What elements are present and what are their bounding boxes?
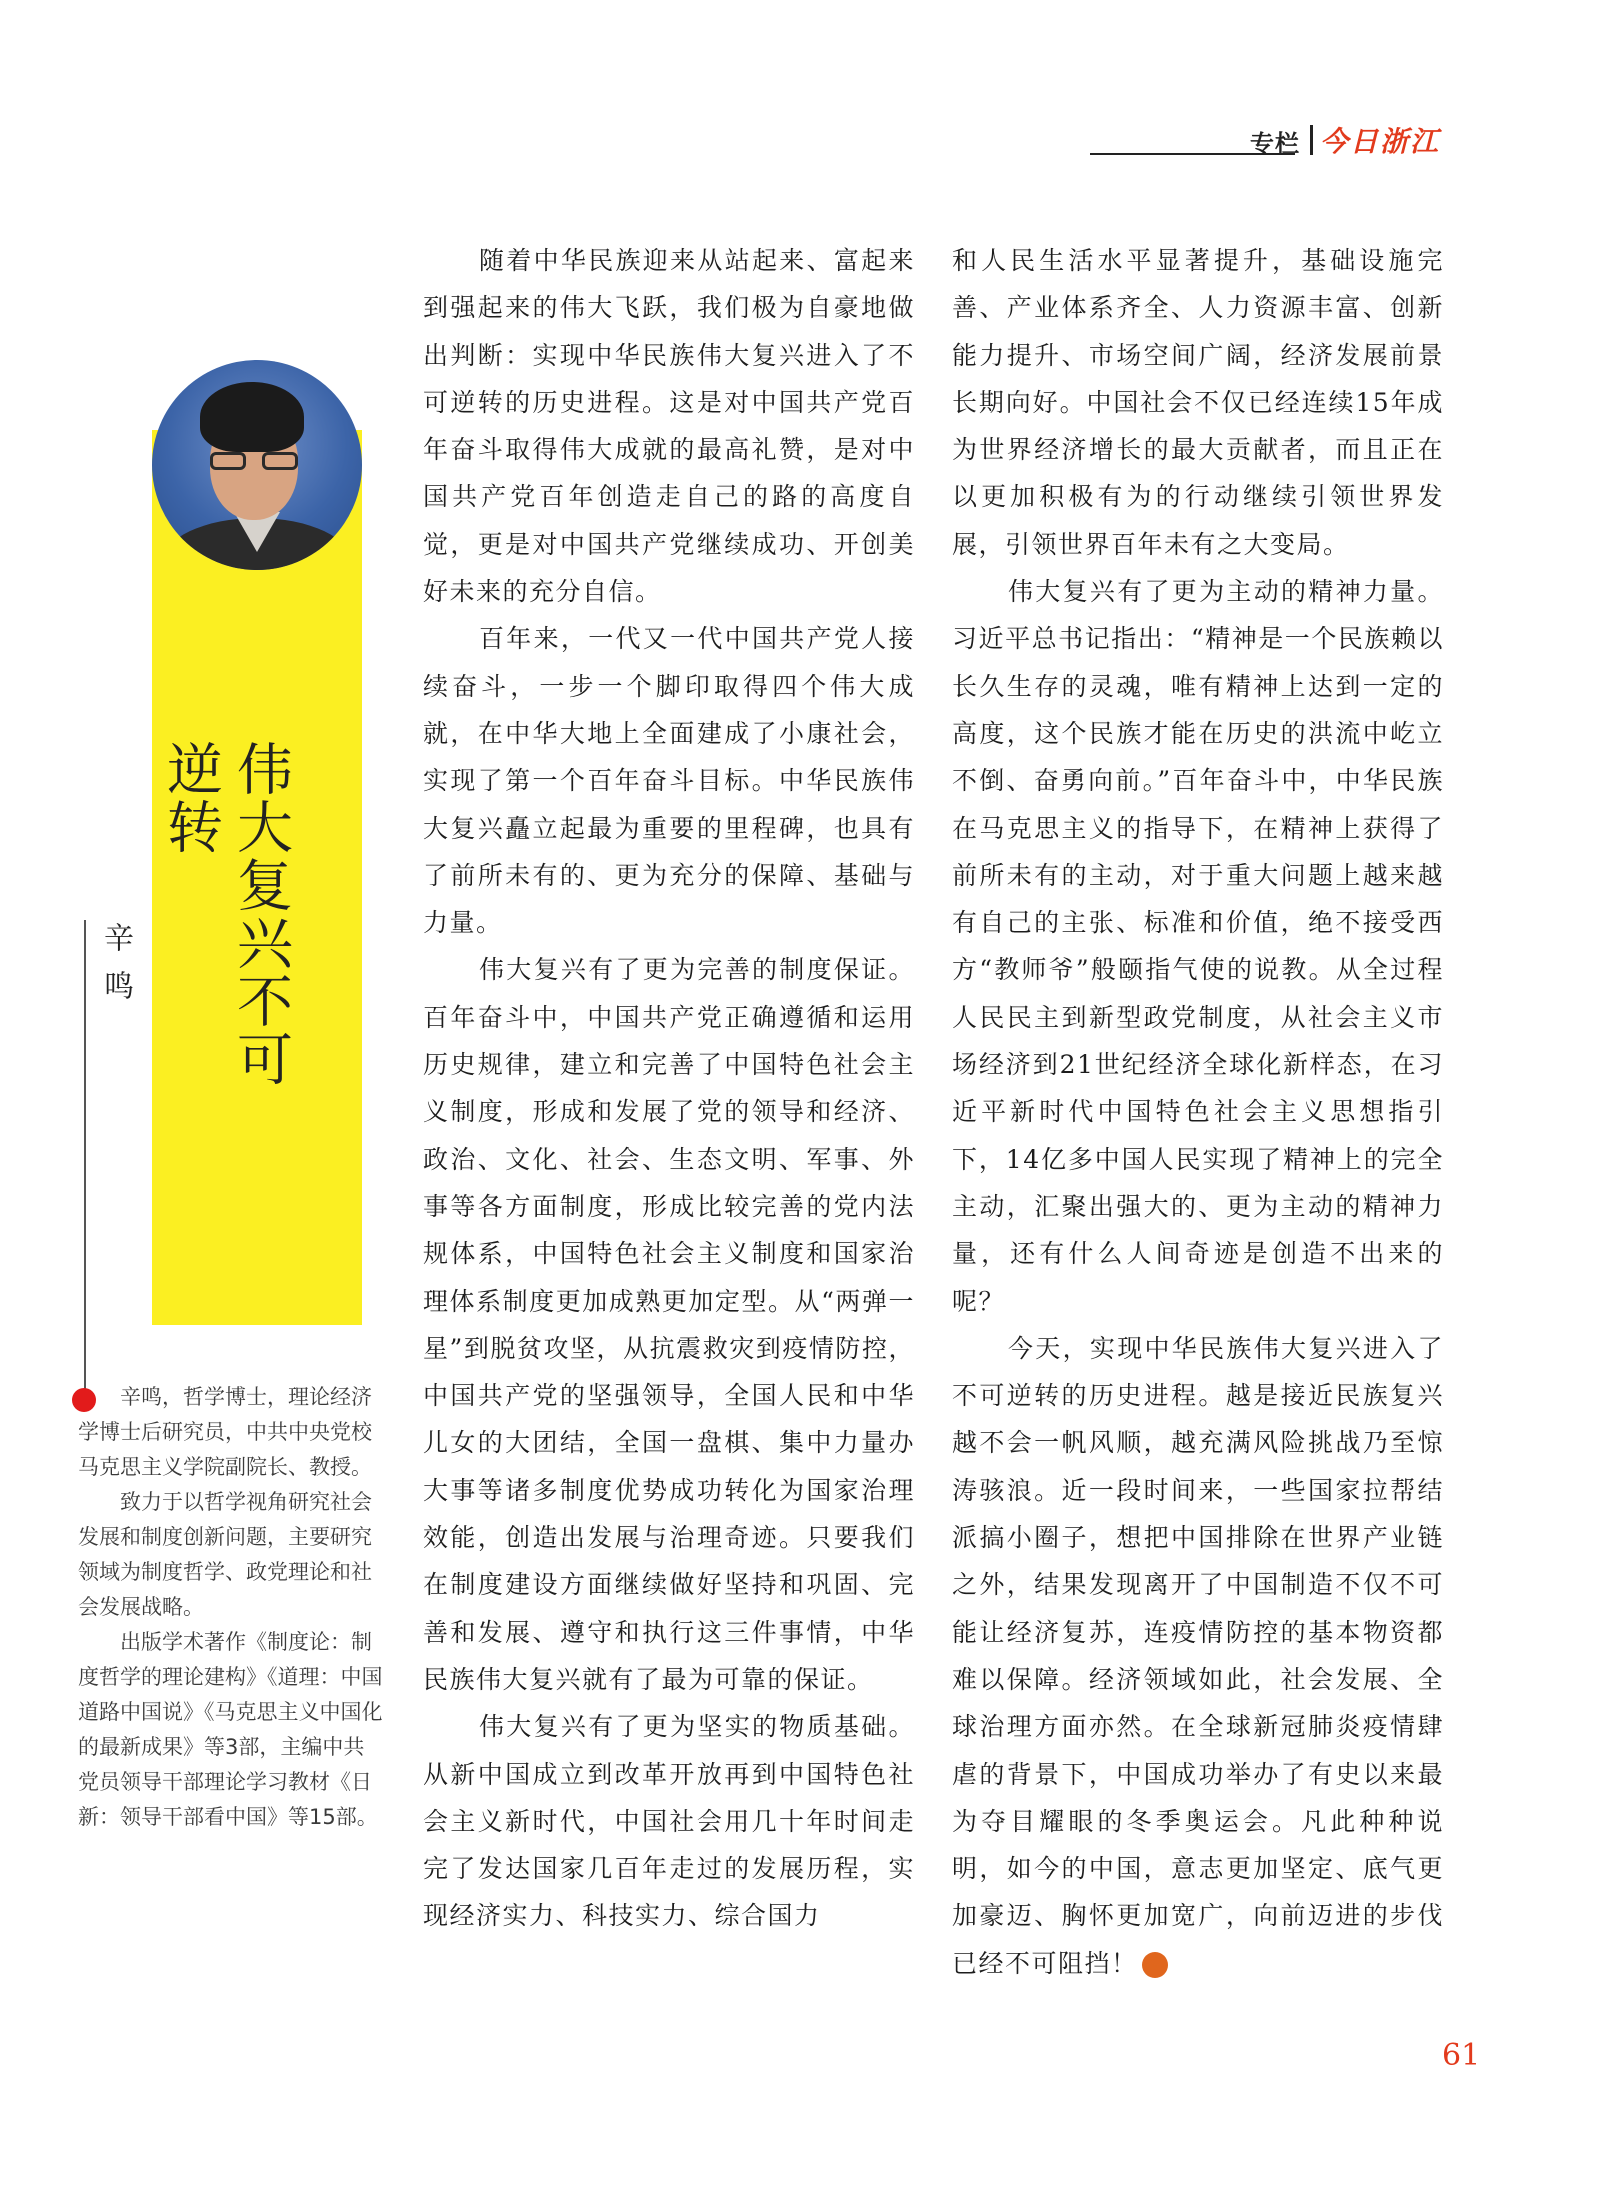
- article-column-2: [952, 237, 1444, 1987]
- bio-paragraph: 出版学术著作《制度论：制度哲学的理论建构》《道理：中国道路中国说》《马克思主义中国化的最新成果》等3部，主编中共党员领导干部理论学习教材《日新：领导干部看中国》等15部。: [78, 1630, 383, 1829]
- header-divider: [1310, 125, 1313, 155]
- author-rule: [84, 920, 86, 1398]
- article-paragraph: 百年来，一代又一代中国共产党人接续奋斗，一步一个脚印取得四个伟大成就，在中华大地上全面建成了小康社会，实现了第一个百年奋斗目标。中华民族伟大复兴矗立起最为重要的里程碑，也具有了前所未有的、更为充分的保障、基础与力量。: [423, 624, 915, 938]
- author-bio: [78, 1380, 383, 1835]
- article-paragraph: 和人民生活水平显著提升，基础设施完善、产业体系齐全、人力资源丰富、创新能力提升、市场空间广阔，经济发展前景长期向好。中国社会不仅已经连续15年成为世界经济增长的最大贡献者，而且正在以更加积极有为的行动继续引领世界发展，引领世界百年未有之大变局。: [952, 246, 1444, 559]
- article-paragraph: 伟大复兴有了更为完善的制度保证。百年奋斗中，中国共产党正确遵循和运用历史规律，建立和完善了中国特色社会主义制度，形成和发展了党的领导和经济、政治、文化、社会、生态文明、军事、外事等各方面制度，形成比较完善的党内法规体系，中国特色社会主义制度和国家治理体系制度更加成熟更加定型。从“两弹一星”到脱贫攻坚，从抗震救灾到疫情防控，中国共产党的坚强领导，全国人民和中华儿女的大团结，全国一盘棋、集中力量办大事等诸多制度优势成功转化为国家治理效能，创造出发展与治理奇迹。只要我们在制度建设方面继续做好坚持和巩固、完善和发展、遵守和执行这三件事情，中华民族伟大复兴就有了最为可靠的保证。: [423, 955, 915, 1694]
- author-portrait: [152, 360, 362, 570]
- end-mark-icon: 今: [1142, 1952, 1168, 1978]
- bio-paragraph: 辛鸣，哲学博士，理论经济学博士后研究员，中共中央党校马克思主义学院副院长、教授。: [78, 1385, 372, 1479]
- page-number: 61: [1442, 2038, 1481, 2073]
- article-title: 伟大复兴不可逆转: [158, 740, 293, 1088]
- article-paragraph: 伟大复兴有了更为坚实的物质基础。从新中国成立到改革开放再到中国特色社会主义新时代，中国社会用几十年时间走完了发达国家几百年走过的发展历程，实现经济实力、科技实力、综合国力: [423, 1712, 915, 1931]
- column-label: 专栏: [1250, 130, 1300, 158]
- article-paragraph-text: 今天，实现中华民族伟大复兴进入了不可逆转的历史进程。越是接近民族复兴越不会一帆风顺，越充满风险挑战乃至惊涛骇浪。近一段时间来，一些国家拉帮结派搞小圈子，想把中国排除在世界产业链之外，结果发现离开了中国制造不仅不可能让经济复苏，连疫情防控的基本物资都难以保障。经济领域如此，社会发展、全球治理方面亦然。在全球新冠肺炎疫情肆虐的背景下，中国成功举办了有史以来最为夺目耀眼的冬季奥运会。凡此种种说明，如今的中国，意志更加坚定、底气更加豪迈、胸怀更加宽广，向前迈进的步伐已经不可阻挡！: [952, 1333, 1444, 1978]
- article-column-1: [423, 237, 915, 1940]
- article-paragraph: 随着中华民族迎来从站起来、富起来到强起来的伟大飞跃，我们极为自豪地做出判断：实现中华民族伟大复兴进入了不可逆转的历史进程。这是对中国共产党百年奋斗取得伟大成就的最高礼赞，是对中国共产党百年创造走自己的路的高度自觉，更是对中国共产党继续成功、开创美好未来的充分自信。: [423, 246, 915, 607]
- author-name: 辛鸣: [98, 922, 133, 1018]
- brand-logo: 今日浙江: [1320, 125, 1441, 158]
- bio-paragraph: 致力于以哲学视角研究社会发展和制度创新问题，主要研究领域为制度哲学、政党理论和社会发展战略。: [78, 1490, 372, 1619]
- article-paragraph: 伟大复兴有了更为主动的精神力量。习近平总书记指出：“精神是一个民族赖以长久生存的灵魂，唯有精神上达到一定的高度，这个民族才能在历史的洪流中屹立不倒、奋勇向前。”百年奋斗中，中华民族在马克思主义的指导下，在精神上获得了前所未有的主动，对于重大问题上越来越有自己的主张、标准和价值，绝不接受西方“教师爷”般颐指气使的说教。从全过程人民民主到新型政党制度，从社会主义市场经济到21世纪经济全球化新样态，在习近平新时代中国特色社会主义思想指引下，14亿多中国人民实现了精神上的完全主动，汇聚出强大的、更为主动的精神力量，还有什么人间奇迹是创造不出来的呢？: [952, 577, 1444, 1316]
- article-paragraph: [952, 1325, 1444, 1987]
